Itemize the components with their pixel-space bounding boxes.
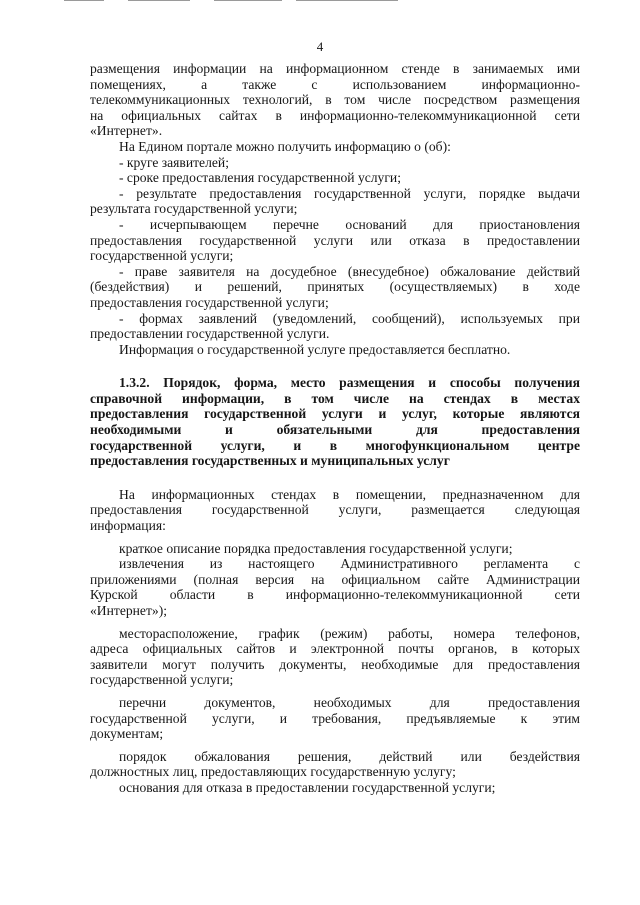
heading-line: предоставления государственной услуги и услуг, которые являются [90,406,580,422]
heading-line: 1.3.2. Порядок, форма, место размещения и способы получения [119,375,580,391]
list-item-continuation: должностных лиц, предоставляющих государственную услугу; [90,764,456,780]
top-edge-line [214,0,282,1]
heading-line: предоставления государственных и муниципальных услуг [90,453,450,469]
list-item: - праве заявителя на досудебное (внесудебное) обжалование действий [119,263,580,279]
page-number: 4 [316,39,324,54]
list-item-continuation: приложениями (полная версия на официальном сайте Администрации [90,571,580,587]
list-item-continuation: «Интернет»); [90,603,168,618]
top-edge-line [128,0,190,1]
intro-paragraph [90,61,580,139]
list-item-continuation: заявители могут получить документы, необходимые для предоставления [90,656,580,672]
portal-info-list [90,139,580,357]
list-item-continuation: адреса официальных сайтов и электронной почты органов, в которых [90,641,580,657]
list-item-continuation: государственной услуги; [90,248,234,264]
stands-info-section [90,487,580,796]
list-item-continuation: предоставления государственной услуги или отказа в предоставлении [90,232,580,248]
heading-line: необходимыми и обязательными для предоставления [90,422,580,438]
text-line: «Интернет». [90,123,163,139]
portal-lead: На Едином портале можно получить информацию о (об): [119,138,451,154]
list-item-continuation: государственной услуги; [90,672,234,688]
list-item-continuation: государственной услуги, и требования, предъявляемые к этим [90,710,580,726]
text-line: телекоммуникационных технологий, в том числе посредством размещения [90,92,580,108]
list-item: порядок обжалования решения, действий или бездействия [119,748,580,764]
text-line: На информационных стендах в помещении, предназначенном для [119,486,580,502]
top-edge-line [64,0,104,1]
list-item: - формах заявлений (уведомлений, сообщений), используемых при [119,310,580,326]
list-item: - сроке предоставления государственной услуги; [119,170,401,186]
list-item: основания для отказа в предоставлении государственной услуги; [119,779,496,795]
text-line: на официальных сайтах в информационно-телекоммуникационной сети [90,107,580,123]
list-item-continuation: предоставлении государственной услуги. [90,326,330,342]
heading-line: государственной услуги, и в многофункциональном центре [90,437,580,453]
list-item: - исчерпывающем перечне оснований для приостановления [119,216,580,232]
list-item: извлечения из настоящего Административного регламента с [119,556,580,572]
section-heading-1-3-2 [90,375,580,469]
list-item-continuation: Курской области в информационно-телекоммуникационной сети [90,587,580,603]
text-line: помещениях, а также с использованием информационно- [90,76,580,92]
list-item-continuation: документам; [90,726,164,742]
text-line: информация: [90,518,166,534]
list-item-continuation: результата государственной услуги; [90,201,298,217]
free-info-note: Информация о государственной услуге предоставляется бесплатно. [119,341,511,357]
text-line: предоставления государственной услуги, размещается следующая [90,502,580,518]
list-item: месторасположение, график (режим) работы, номера телефонов, [119,625,580,641]
top-edge-line [296,0,398,1]
list-item: краткое описание порядка предоставления государственной услуги; [119,540,513,556]
heading-line: справочной информации, в том числе на стендах в местах [90,390,580,406]
list-item-continuation: (бездействия) и решений, принятых (осуществляемых) в ходе [90,279,580,295]
text-line: размещения информации на информационном стенде в занимаемых ими [90,61,580,76]
list-item: перечни документов, необходимых для предоставления [119,694,580,710]
list-item-continuation: предоставления государственной услуги; [90,294,329,310]
top-edge-lines [0,0,640,2]
list-item: - круге заявителей; [119,154,229,170]
document-body [90,61,580,796]
list-item: - результате предоставления государственной услуги, порядке выдачи [119,185,580,201]
